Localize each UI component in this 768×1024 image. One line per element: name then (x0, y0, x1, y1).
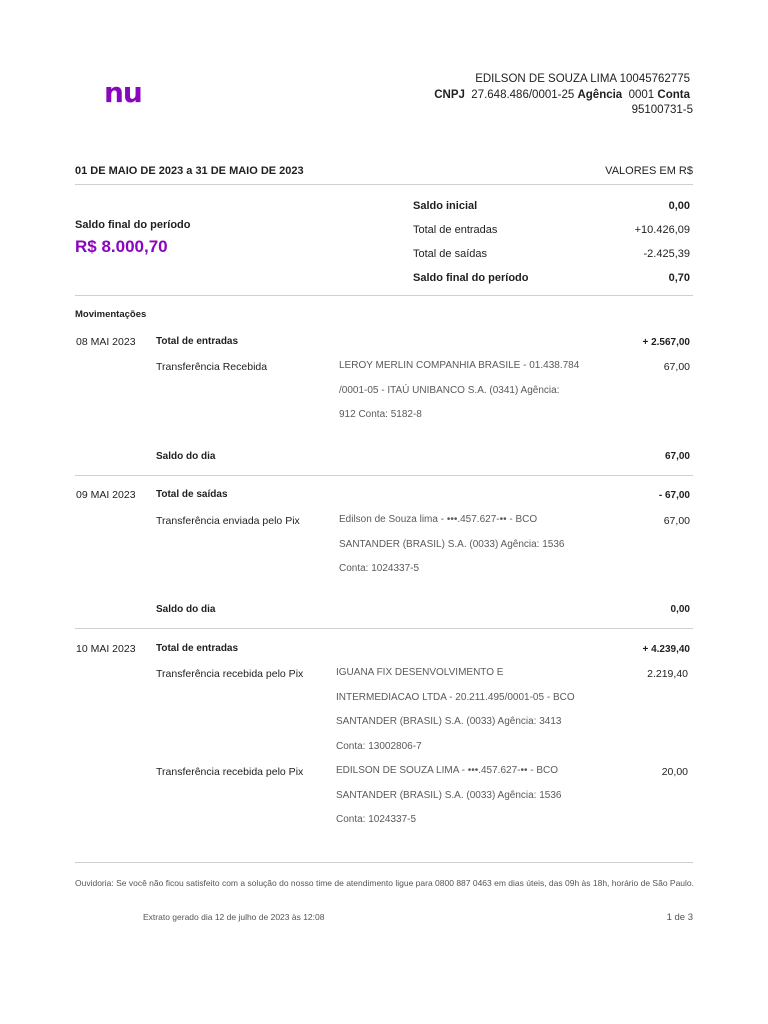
conta-label: Conta (657, 89, 690, 101)
group-title: Total de saídas (156, 489, 228, 500)
summary-value: 0,00 (668, 200, 690, 212)
cnpj-label: CNPJ (434, 89, 465, 101)
transaction-amount: 20,00 (661, 766, 688, 778)
summary-label: Saldo inicial (413, 200, 478, 212)
summary-value: 0,70 (668, 272, 690, 284)
summary-value: -2.425,39 (643, 248, 690, 260)
divider (75, 184, 693, 185)
agencia-value: 0001 (628, 89, 655, 101)
summary-label: Saldo final do período (413, 272, 529, 284)
day-balance-label: Saldo do dia (156, 451, 216, 462)
movement-date: 08 MAI 2023 (76, 336, 136, 348)
day-balance-value: 67,00 (664, 451, 690, 462)
summary-value: +10.426,09 (634, 224, 690, 236)
divider (75, 862, 693, 863)
summary-row (413, 200, 690, 212)
generated-timestamp: Extrato gerado dia 12 de julho de 2023 às 12:08 (143, 912, 325, 922)
group-total: + 4.239,40 (642, 644, 690, 655)
cnpj-value: 27.648.486/0001-25 (471, 89, 575, 101)
conta-value: 95100731-5 (631, 104, 693, 116)
final-balance-value: R$ 8.000,70 (75, 237, 168, 256)
group-title: Total de entradas (156, 643, 239, 654)
group-total: - 67,00 (658, 490, 690, 501)
transaction-amount: 67,00 (663, 361, 690, 373)
summary-label: Total de entradas (413, 224, 498, 236)
ouvidoria-note: Ouvidoria: Se você não ficou satisfeito com a solução do nosso time de atendimento ligue para 0800 887 0463 em dias úteis, das 09h às 18h, horário de São Paulo. (75, 878, 695, 888)
nubank-logo-text: nu (104, 80, 142, 106)
transaction-name: Transferência enviada pelo Pix (156, 515, 300, 527)
group-total: + 2.567,00 (642, 337, 690, 348)
statement-period: 01 DE MAIO DE 2023 a 31 DE MAIO DE 2023 (75, 165, 304, 177)
transaction-description: IGUANA FIX DESENVOLVIMENTO E INTERMEDIACAO LTDA - 20.211.495/0001-05 - BCO SANTANDER (BRASIL) S.A. (0033) Agência: 3413 Conta: 13002806-7 (336, 667, 575, 752)
divider (75, 475, 693, 476)
transaction-name: Transferência Recebida (156, 361, 268, 373)
divider (75, 295, 693, 296)
divider (75, 628, 693, 629)
summary-row (413, 248, 690, 260)
transaction-name: Transferência recebida pelo Pix (156, 668, 304, 680)
transaction-description: EDILSON DE SOUZA LIMA - •••.457.627-•• - BCO SANTANDER (BRASIL) S.A. (0033) Agência: 1536 Conta: 1024337-5 (336, 765, 562, 825)
summary-row (413, 272, 690, 284)
currency-note: VALORES EM R$ (605, 165, 693, 177)
transaction-description: LEROY MERLIN COMPANHIA BRASILE - 01.438.784 /0001-05 - ITAÚ UNIBANCO S.A. (0341) Agência: 912 Conta: 5182-8 (339, 360, 580, 420)
movement-date: 09 MAI 2023 (76, 489, 136, 501)
summary-row (413, 224, 690, 236)
account-identifiers (434, 89, 690, 101)
movements-title: Movimentações (75, 309, 147, 320)
page-number: 1 de 3 (666, 912, 693, 923)
day-balance-label: Saldo do dia (156, 604, 216, 615)
final-balance-label: Saldo final do período (75, 219, 191, 231)
nubank-logo (104, 80, 150, 106)
transaction-name: Transferência recebida pelo Pix (156, 766, 304, 778)
account-holder: EDILSON DE SOUZA LIMA 10045762775 (475, 73, 690, 85)
group-title: Total de entradas (156, 336, 239, 347)
transaction-description: Edilson de Souza lima - •••.457.627-•• - BCO SANTANDER (BRASIL) S.A. (0033) Agência: 1536 Conta: 1024337-5 (339, 514, 565, 574)
movement-date: 10 MAI 2023 (76, 643, 136, 655)
day-balance-value: 0,00 (670, 604, 690, 615)
transaction-amount: 2.219,40 (647, 668, 688, 680)
agencia-label: Agência (577, 89, 623, 101)
transaction-amount: 67,00 (663, 515, 690, 527)
summary-label: Total de saídas (413, 248, 487, 260)
